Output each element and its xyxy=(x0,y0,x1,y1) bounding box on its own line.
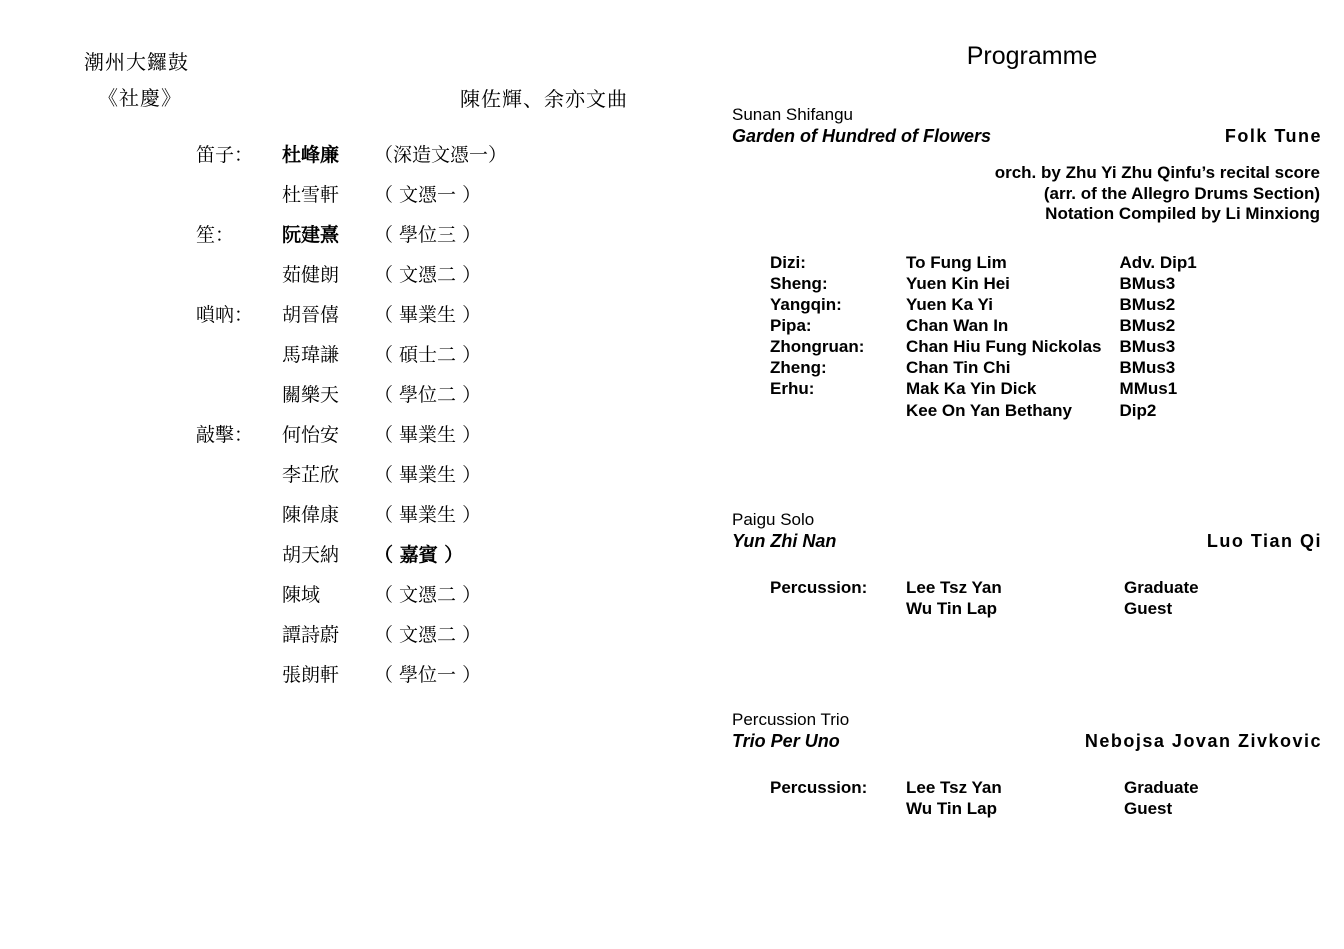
performer-programme: BMus2 xyxy=(1119,295,1176,315)
performer-name: 李芷欣 xyxy=(282,464,340,486)
performer-programme: （ 文憑一 ） xyxy=(374,184,482,206)
right-column xyxy=(690,0,1344,949)
performer-programme: （ 碩士二 ） xyxy=(374,344,482,366)
piece-notes xyxy=(732,163,1322,225)
performer-programme: （ 文憑二 ） xyxy=(374,264,482,286)
table-row xyxy=(770,358,1197,379)
performer-programme: （深造文憑一） xyxy=(374,144,508,166)
performer-name: Lee Tsz Yan xyxy=(906,578,1002,597)
performer-role: Erhu: xyxy=(770,379,815,399)
table-row xyxy=(770,778,1199,799)
performer-programme: （ 文憑二 ） xyxy=(374,624,482,646)
performer-role: Percussion: xyxy=(770,778,868,797)
programme-item xyxy=(732,510,1322,620)
performer-role xyxy=(770,799,906,820)
table-row xyxy=(196,420,524,460)
performer-programme: （ 文憑二 ） xyxy=(374,584,482,606)
programme-item-header xyxy=(732,510,1322,556)
performer-name: Yuen Kin Hei xyxy=(906,274,1010,294)
chinese-piece-title: 潮州大鑼鼓 xyxy=(84,50,189,74)
table-row xyxy=(770,295,1197,316)
performer-programme: （ 畢業生 ） xyxy=(374,504,482,526)
performer-name: Wu Tin Lap xyxy=(906,599,997,619)
table-row xyxy=(770,599,1199,620)
performer-section xyxy=(196,460,282,500)
performer-name: 陳偉康 xyxy=(282,504,340,526)
performer-role: Pipa: xyxy=(770,316,812,336)
performer-name: 陳域 xyxy=(282,584,321,606)
piece-note-line: Notation Compiled by Li Minxiong xyxy=(1045,204,1320,224)
performer-name: To Fung Lim xyxy=(906,253,1007,273)
table-row xyxy=(770,379,1197,400)
table-row xyxy=(196,220,524,260)
performer-name: Chan Tin Chi xyxy=(906,358,1011,378)
table-row xyxy=(770,316,1197,337)
table-row xyxy=(196,300,524,340)
performer-programme: BMus2 xyxy=(1119,316,1176,336)
chinese-performer-table xyxy=(196,140,524,700)
performer-role: Sheng: xyxy=(770,274,828,294)
piece-note-line: (arr. of the Allegro Drums Section) xyxy=(1043,183,1320,203)
performer-role: Dizi: xyxy=(770,253,806,273)
table-row xyxy=(196,380,524,420)
table-row xyxy=(196,500,524,540)
performer-programme: Guest xyxy=(1124,599,1173,619)
performer-name: 張朗軒 xyxy=(282,664,340,686)
performer-role: Zhongruan: xyxy=(770,337,865,357)
chinese-piece-composer: 陳佐輝、余亦文曲 xyxy=(460,87,628,111)
performer-programme: Graduate xyxy=(1124,578,1199,597)
performer-section: 敲擊： xyxy=(196,424,254,446)
performer-name: 何怡安 xyxy=(282,424,340,446)
chinese-piece-subtitle: 《社慶》 xyxy=(98,86,182,110)
performer-programme: （ 畢業生 ） xyxy=(374,424,482,446)
performer-programme: （ 學位一 ） xyxy=(374,664,482,686)
table-row xyxy=(196,620,524,660)
performer-programme: BMus3 xyxy=(1119,337,1176,357)
performer-name: Wu Tin Lap xyxy=(906,799,997,819)
piece-title: Trio Per Uno xyxy=(732,731,840,751)
table-row xyxy=(196,180,524,220)
performer-name: 阮建熹 xyxy=(282,224,340,246)
table-row xyxy=(770,253,1197,274)
performer-programme: Graduate xyxy=(1124,778,1199,797)
table-row xyxy=(770,401,1197,422)
piece-note-line: orch. by Zhu Yi Zhu Qinfu’s recital score xyxy=(994,163,1320,182)
performer-section xyxy=(196,660,282,700)
piece-genre: Percussion Trio xyxy=(732,710,850,729)
piece-composer: Nebojsa Jovan Zivkovic xyxy=(1084,731,1322,751)
performer-name: Mak Ka Yin Dick xyxy=(906,379,1037,399)
performer-name: 馬瑋謙 xyxy=(282,344,340,366)
table-row xyxy=(196,460,524,500)
performer-programme: （ 學位二 ） xyxy=(374,384,482,406)
performer-programme: BMus3 xyxy=(1119,274,1176,294)
performer-programme: BMus3 xyxy=(1119,358,1176,378)
performer-programme: Adv. Dip1 xyxy=(1119,253,1197,273)
piece-composer: Luo Tian Qi xyxy=(1206,531,1322,551)
performer-role: Zheng: xyxy=(770,358,827,378)
piece-performer-table xyxy=(770,253,1197,421)
performer-section: 嗩吶： xyxy=(196,304,254,326)
performer-name: 杜雪軒 xyxy=(282,184,340,206)
programme-item xyxy=(732,710,1322,820)
table-row xyxy=(196,540,524,580)
performer-section xyxy=(196,580,282,620)
table-row xyxy=(770,578,1199,599)
piece-title: Yun Zhi Nan xyxy=(732,531,837,551)
table-row xyxy=(196,340,524,380)
table-row xyxy=(770,337,1197,358)
performer-programme: （ 畢業生 ） xyxy=(374,304,482,326)
table-row xyxy=(196,260,524,300)
performer-role: Yangqin: xyxy=(770,295,842,315)
table-row xyxy=(196,660,524,700)
performer-name: 關樂天 xyxy=(282,384,340,406)
programme-item-header xyxy=(732,105,1322,151)
piece-performer-table xyxy=(770,578,1199,620)
performer-section xyxy=(196,540,282,580)
programme-item xyxy=(732,105,1322,422)
performer-name: 譚詩蔚 xyxy=(282,624,340,646)
performer-programme: （ 嘉賓 ） xyxy=(374,544,464,566)
performer-role: Percussion: xyxy=(770,578,868,597)
performer-name: 杜峰廉 xyxy=(282,144,340,166)
performer-name: Kee On Yan Bethany xyxy=(906,400,1072,420)
page-title: Programme xyxy=(966,42,1098,70)
performer-programme: （ 學位三 ） xyxy=(374,224,482,246)
performer-programme: Guest xyxy=(1124,799,1173,819)
performer-name: Chan Hiu Fung Nickolas xyxy=(906,337,1102,357)
performer-section xyxy=(196,340,282,380)
programme-item-header xyxy=(732,710,1322,756)
performer-name: Chan Wan In xyxy=(906,316,1009,336)
performer-section xyxy=(196,620,282,660)
piece-composer: Folk Tune xyxy=(1224,126,1322,146)
piece-performer-table xyxy=(770,778,1199,820)
table-row xyxy=(770,799,1199,820)
piece-genre: Sunan Shifangu xyxy=(732,105,853,124)
performer-role xyxy=(770,599,906,620)
performer-name: 茹健朗 xyxy=(282,264,340,286)
piece-title: Garden of Hundred of Flowers xyxy=(732,126,992,146)
performer-section: 笛子： xyxy=(196,144,254,166)
performer-name: 胡天納 xyxy=(282,544,340,566)
table-row xyxy=(196,580,524,620)
performer-name: Lee Tsz Yan xyxy=(906,778,1002,797)
performer-programme: （ 畢業生 ） xyxy=(374,464,482,486)
performer-role xyxy=(770,401,906,422)
performer-section xyxy=(196,500,282,540)
performer-section xyxy=(196,260,282,300)
performer-section: 笙： xyxy=(196,224,235,246)
performer-programme: Dip2 xyxy=(1119,400,1157,420)
performer-programme: MMus1 xyxy=(1119,379,1178,399)
table-row xyxy=(770,274,1197,295)
performer-section xyxy=(196,180,282,220)
performer-name: Yuen Ka Yi xyxy=(906,295,993,315)
table-row xyxy=(196,140,524,180)
performer-name: 胡晉僖 xyxy=(282,304,340,326)
piece-genre: Paigu Solo xyxy=(732,510,815,529)
performer-section xyxy=(196,380,282,420)
